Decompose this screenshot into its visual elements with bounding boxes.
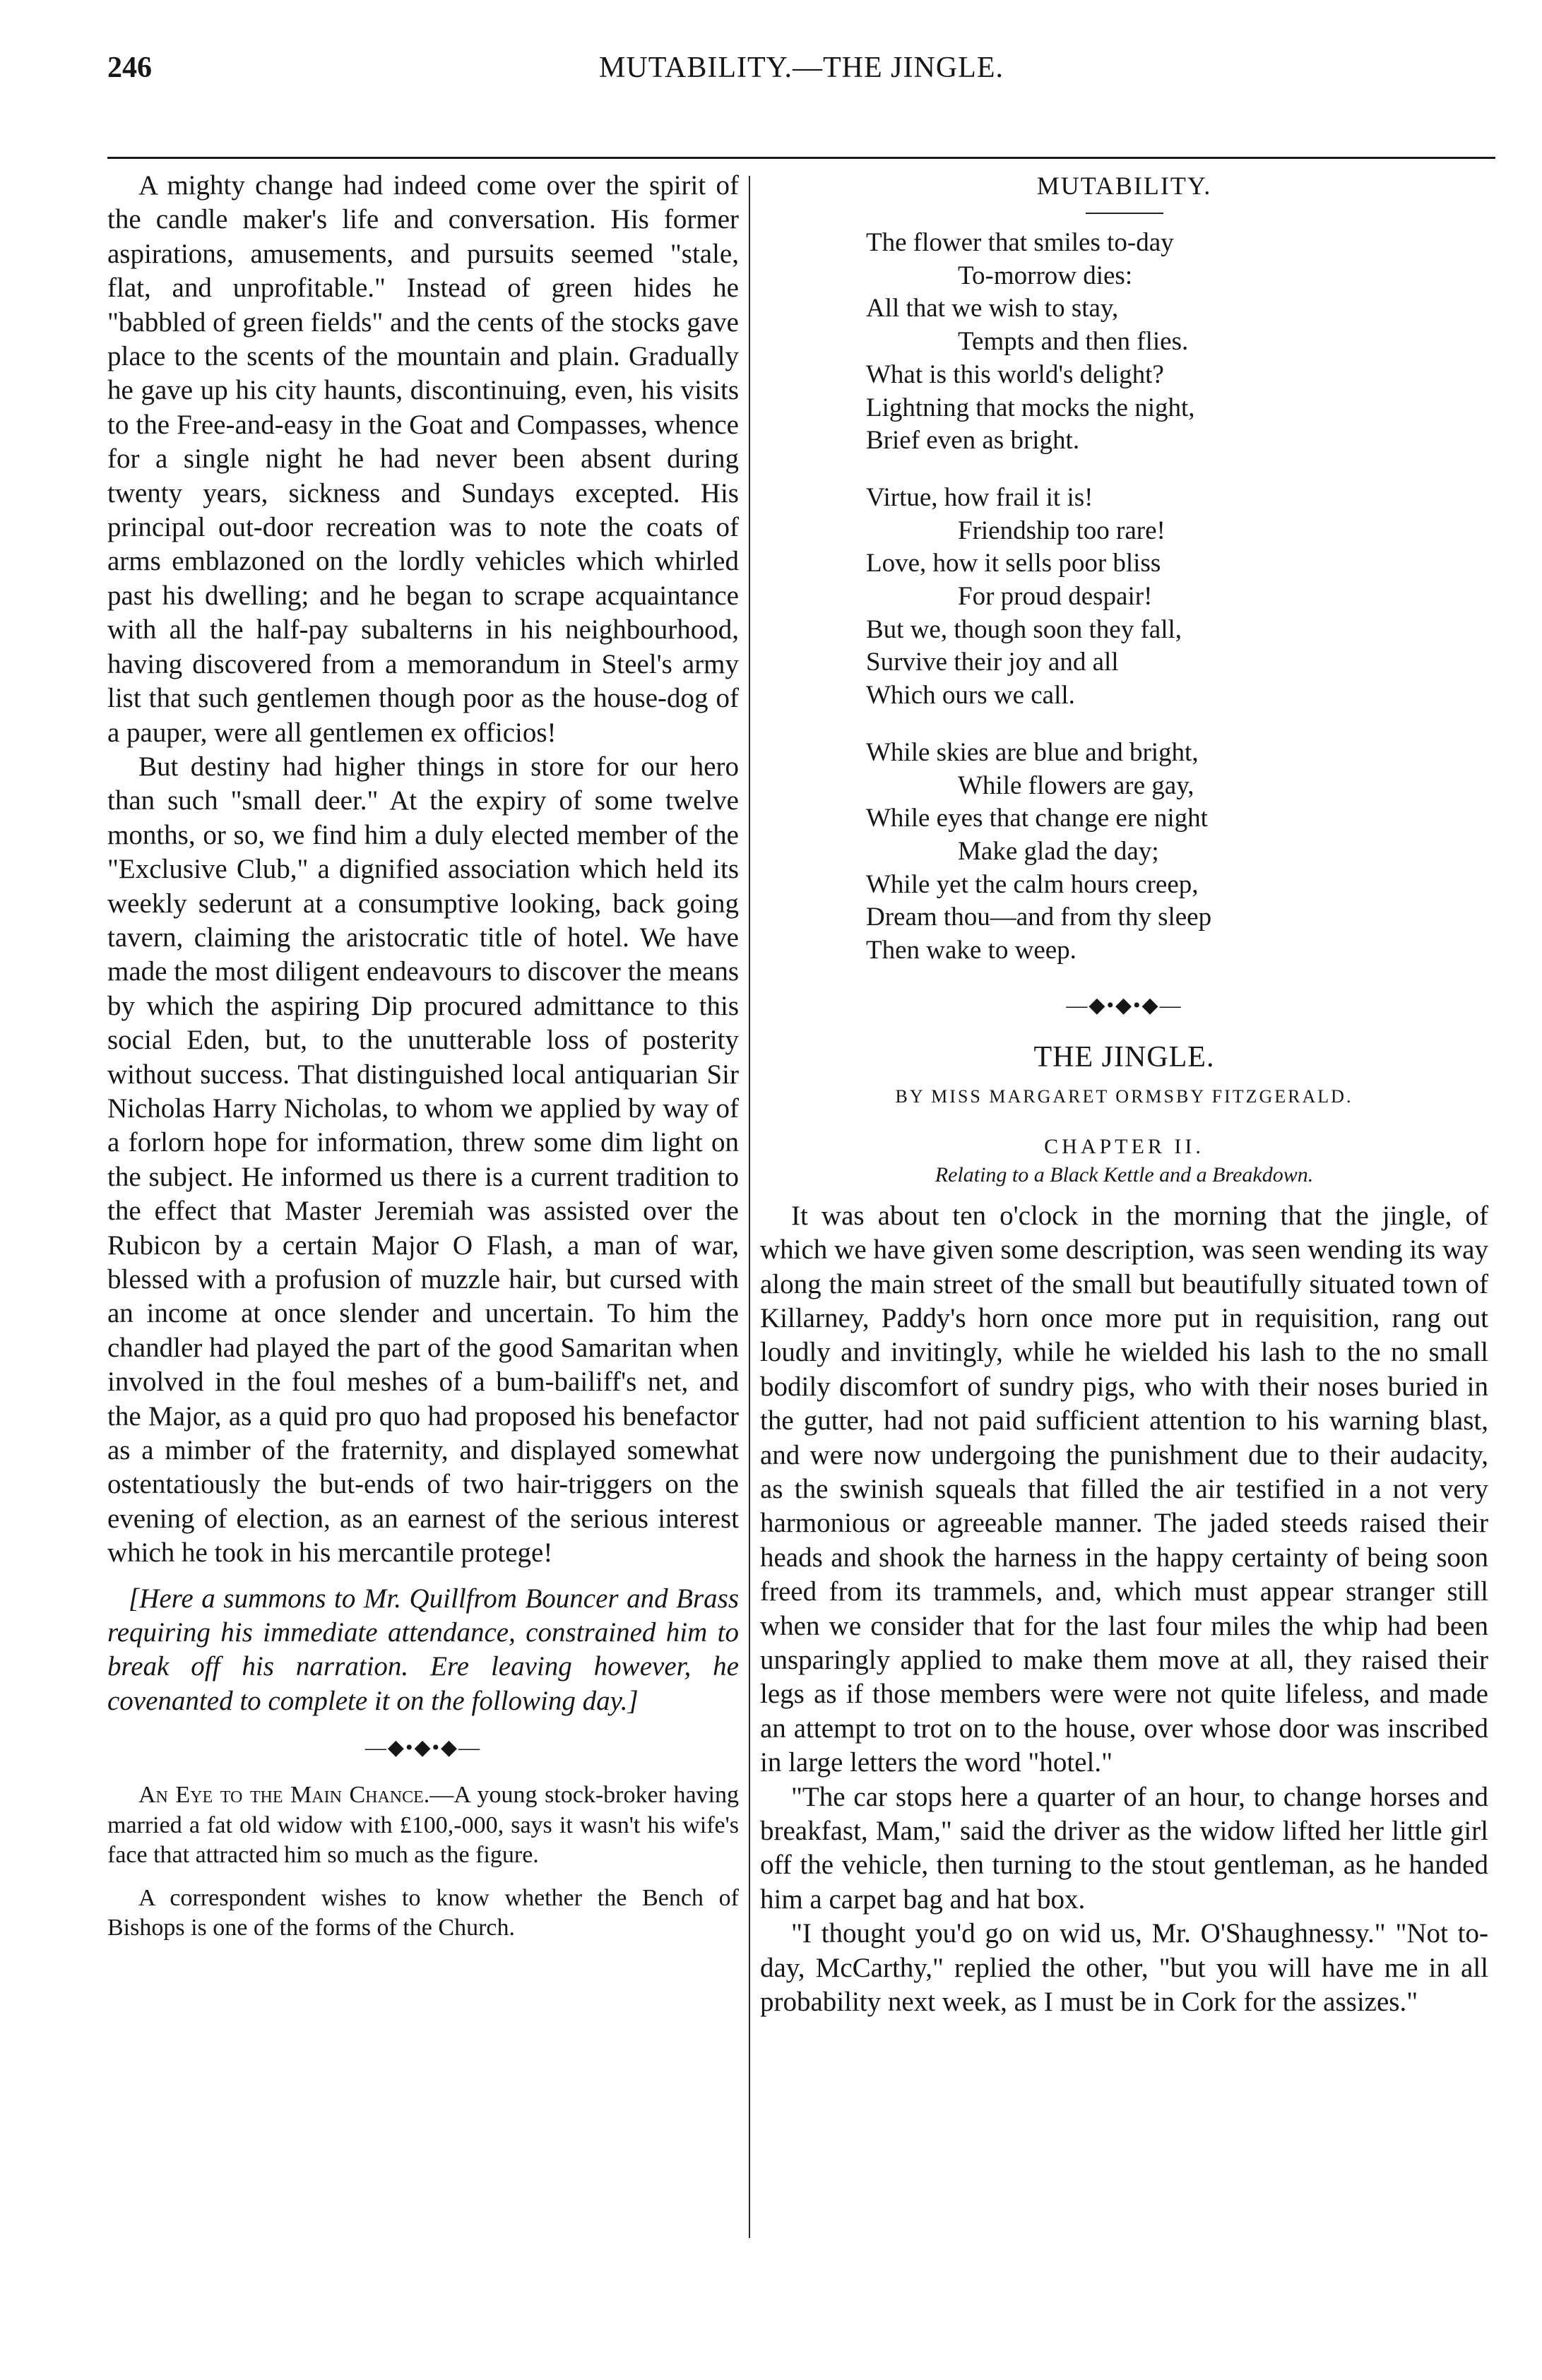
article-paragraph: A mighty change had indeed come over the spirit of the candle maker's life and conversation. His former aspirations, amusements, and pursuits seemed "stale, flat, and unprofitable." Instead of green hides he "babbled of green fields" and the cents of the stocks gave place to the scents of the mountain and plain. Gradually he gave up his city haunts, discontinuing, even, his visits to the Free-and-easy in the Goat and Compasses, whence for a single night he had never been absent during twenty years, sickness and Sundays excepted. His principal out-door recreation was to note the coats of arms emblazoned on the lordly vehicles which whirled past his dwelling; and he began to scrape acquaintance with all the half-pay subalterns in his neighbourhood, having discovered from a memorandum in Steel's army list that such gentlemen though poor as the house-dog of a pauper, were all gentlemen ex officios! [107, 170, 739, 748]
poem-line: The flower that smiles to-day [866, 228, 1174, 257]
poem-line: Tempts and then flies. [958, 327, 1189, 357]
poem-line: While skies are blue and bright, [866, 737, 1199, 767]
header-rule [107, 157, 1495, 159]
poem-line: What is this world's delight? [866, 359, 1164, 389]
columns [107, 169, 1495, 2238]
left-column [107, 169, 749, 2238]
poem-title: MUTABILITY. [1036, 172, 1212, 200]
poem-line: Then wake to weep. [866, 936, 1077, 965]
chapter-subtitle: Relating to a Black Kettle and a Breakdown. [935, 1162, 1314, 1186]
poem-line: Lightning that mocks the night, [866, 393, 1195, 422]
miscellany-item [107, 1780, 739, 1871]
poem-line: Love, how it sells poor bliss [866, 549, 1161, 578]
editorial-note: [Here a summons to Mr. Quillfrom Bouncer and Brass requiring his immediate attendance, constrained him to break off his narration. Ere leaving however, he covenanted to complete it on the following day.] [107, 1583, 739, 1716]
story-paragraph: "I thought you'd go on wid us, Mr. O'Shaughnessy." "Not to-day, McCarthy," replied the other, "but you will have me in all probability next week, as I must be in Cork for the assizes." [760, 1918, 1488, 2018]
poem-line: Virtue, how frail it is! [866, 482, 1093, 512]
poem-line: Dream thou—and from thy sleep [866, 903, 1212, 932]
right-column [750, 169, 1488, 2238]
section-ornament: —◆•◆•◆— [364, 1736, 482, 1760]
miscellany [107, 1780, 739, 1944]
poem-line: Which ours we call. [866, 681, 1075, 710]
poem-line: While yet the calm hours creep, [866, 869, 1199, 899]
title-rule [1086, 213, 1163, 214]
poem-line: For proud despair! [958, 582, 1153, 612]
running-title: MUTABILITY.—THE JINGLE. [599, 52, 1004, 84]
poem-line: To-morrow dies: [958, 261, 1133, 290]
item-heading: An Eye to the Main Chance. [138, 1782, 430, 1809]
poem-line: While eyes that change ere night [866, 804, 1208, 833]
poem-stanza [760, 482, 1488, 713]
poem-line: Brief even as bright. [866, 426, 1080, 456]
chapter-heading: CHAPTER II. [1044, 1134, 1204, 1158]
section-ornament: —◆•◆•◆— [1066, 993, 1182, 1017]
poem-stanza [760, 737, 1488, 968]
poem-line: While flowers are gay, [958, 770, 1194, 800]
page-number: 246 [107, 52, 152, 84]
item-body: —A young stock-broker having married a fat old widow with £100,-000, says it wasn't his wife's face that attracted him so much as the figure. [107, 1782, 739, 1869]
author-byline: BY MISS MARGARET ORMSBY FITZGERALD. [895, 1085, 1353, 1107]
poem-line: All that we wish to stay, [866, 294, 1119, 323]
poem-line: Make glad the day; [958, 836, 1159, 866]
miscellany-item: A correspondent wishes to know whether the Bench of Bishops is one of the forms of the Church. [107, 1884, 739, 1941]
poem-line: Survive their joy and all [866, 648, 1119, 677]
story-paragraph: "The car stops here a quarter of an hour, to change horses and breakfast, Mam," said the driver as the widow lifted her little girl off the vehicle, then turning to the stout gentleman, as he handed him a carpet bag and hat box. [760, 1781, 1488, 1915]
article-paragraph: But destiny had higher things in store for our hero than such "small deer." At the expiry of some twelve months, or so, we find him a duly elected member of the "Exclusive Club," a dignified association which held its weekly sederunt at a consumptive looking, back going tavern, claiming the aristocratic title of hotel. We have made the most diligent endeavours to discover the means by which the aspiring Dip procured admittance to this social Eden, but, to the unutterable loss of posterity without success. That distinguished local antiquarian Sir Nicholas Harry Nicholas, to whom we applied by way of a forlorn hope for information, threw some dim light on the subject. He informed us there is a current tradition to the effect that Master Jeremiah was assisted over the Rubicon by a certain Major O Flash, a man of war, blessed with a profusion of muzzle hair, but cursed with an income at once slender and uncertain. To him the chandler had played the part of the good Samaritan when involved in the foul meshes of a bum-bailiff's net, and the Major, as a quid pro quo had proposed his benefactor as a mimber of the fraternity, and displayed somewhat ostentatiously the but-ends of two hair-triggers on the evening of election, as an earnest of the serious interest which he took in his mercantile protege! [107, 751, 739, 1569]
poem-line: Friendship too rare! [958, 516, 1166, 545]
poem-line: But we, though soon they fall, [866, 614, 1182, 644]
poem-stanza [760, 227, 1488, 458]
story-title: THE JINGLE. [1033, 1040, 1215, 1073]
page-header [107, 51, 1495, 102]
story-paragraph: It was about ten o'clock in the morning that the jingle, of which we have given some description, was seen wending its way along the main street of the small but beautifully situated town of Killarney, Paddy's horn once more put in requisition, rang out loudly and invitingly, while he wielded his lash to the no small bodily discomfort of sundry pigs, who with their noses buried in the gutter, had not paid sufficient attention to his warning blast, and were now undergoing the punishment due to their audacity, as the swinish squeals that filled the air testified in a not very harmonious or agreeable manner. The jaded steeds raised their heads and shook the harness in the happy certainty of being soon freed from its trammels, and, which must appear stranger still when we consider that for the last four miles the whip had been unsparingly applied to make them move at all, they raised their legs as if those members were were not quite lifeless, and made an attempt to trot on to the house, over whose door was inscribed in large letters the word "hotel." [760, 1200, 1488, 1778]
